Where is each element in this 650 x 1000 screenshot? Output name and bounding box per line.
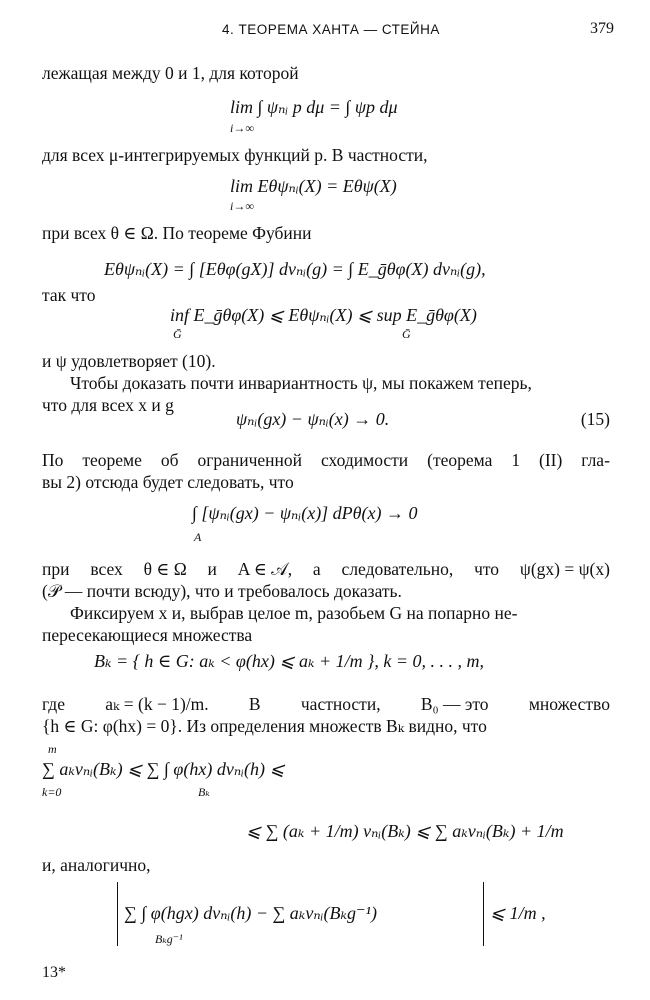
equation-8: ∑ aₖνₙᵢ(Bₖ) ⩽ ∑ ∫ φ(hx) dνₙᵢ(h) ⩽ [42, 759, 285, 779]
equation-10-integral-subscript: Bₖg⁻¹ [155, 932, 183, 946]
word: ψ(gx) = ψ(x) [519, 559, 610, 579]
word: множество [528, 694, 610, 714]
equation-4-subscript-left: Ḡ [173, 327, 182, 341]
word: теореме [82, 450, 142, 470]
word: а [312, 559, 321, 579]
text-line-8 [42, 449, 610, 471]
text-line-15: {h ∈ G: φ(hx) = 0}. Из определения множеств Bₖ видно, что [42, 716, 487, 736]
running-title: 4. ТЕОРЕМА ХАНТА — СТЕЙНА [222, 22, 440, 37]
equation-3: Eθψₙᵢ(X) = ∫ [Eθφ(gX)] dνₙᵢ(g) = ∫ E_ḡθφ(X) dνₙᵢ(g), [104, 259, 486, 279]
equation-4-subscript-right: Ḡ [402, 327, 411, 341]
text-line-12: Фиксируем x и, выбрав целое m, разобьем G на попарно не- [70, 603, 518, 623]
word: (II) [539, 450, 563, 470]
word: A ∈ 𝒜, [237, 559, 293, 579]
word: aₖ = (k − 1)/m. [105, 694, 209, 714]
word: что [474, 559, 500, 579]
equation-5-number: (15) [580, 409, 610, 429]
word: θ ∈ Ω [143, 559, 187, 579]
text-line-10 [42, 558, 610, 580]
equation-2-subscript: i→∞ [230, 199, 254, 213]
text-line-13: пересекающиеся множества [42, 625, 253, 645]
text-line-7: что для всех x и g [42, 395, 174, 415]
word: 1 [511, 450, 521, 470]
word: По [42, 450, 64, 470]
word: при [42, 559, 70, 579]
word: сходимости [320, 450, 409, 470]
equation-9: ⩽ ∑ (aₖ + 1/m) νₙᵢ(Bₖ) ⩽ ∑ aₖνₙᵢ(Bₖ) + 1/m [246, 821, 564, 841]
text-line-5: и ψ удовлетворяет (10). [42, 351, 216, 371]
text-line-1: лежащая между 0 и 1, для которой [42, 63, 299, 83]
text-line-4: так что [42, 285, 96, 305]
word: B₀ — это [420, 694, 489, 714]
equation-4: inf E_ḡθφ(X) ⩽ Eθψₙᵢ(X) ⩽ sup E_ḡθφ(X) [170, 305, 477, 325]
word: и [207, 559, 217, 579]
equation-7: Bₖ = { h ∈ G: aₖ < φ(hx) ⩽ aₖ + 1/m }, k = 0, . . . , m, [94, 651, 484, 671]
page-number: 379 [590, 20, 614, 37]
text-line-2: для всех μ-интегрируемых функций p. В частности, [42, 145, 428, 165]
text-line-16: и, аналогично, [42, 855, 151, 875]
word: В [248, 694, 261, 714]
equation-6: ∫ [ψₙᵢ(gx) − ψₙᵢ(x)] dPθ(x) → 0 [192, 503, 418, 523]
equation-1-subscript: i→∞ [230, 121, 254, 135]
signature-mark: 13* [42, 964, 66, 981]
equation-8-sum-top: m [48, 742, 57, 756]
word: (теорема [427, 450, 493, 470]
equation-10-rhs: ⩽ 1/m , [490, 903, 546, 923]
equation-5: ψₙᵢ(gx) − ψₙᵢ(x) → 0. [236, 409, 390, 429]
word: об [160, 450, 179, 470]
text-line-14 [42, 693, 610, 715]
equation-2: lim Eθψₙᵢ(X) = Eθψ(X) [230, 176, 397, 196]
text-line-6: Чтобы доказать почти инвариантность ψ, мы покажем теперь, [70, 373, 532, 393]
equation-8-sum-bottom: k=0 [42, 785, 62, 799]
word: гла- [581, 450, 610, 470]
word: всех [90, 559, 123, 579]
equation-1: lim ∫ ψₙᵢ p dμ = ∫ ψp dμ [230, 97, 398, 117]
word: следовательно, [341, 559, 454, 579]
text-line-3: при всех θ ∈ Ω. По теореме Фубини [42, 223, 312, 243]
equation-10: ∑ ∫ φ(hgx) dνₙᵢ(h) − ∑ aₖνₙᵢ(Bₖg⁻¹) [124, 903, 377, 923]
equation-8-integral-subscript: Bₖ [198, 785, 210, 799]
equation-6-subscript: A [194, 530, 202, 544]
absolute-value-bar-right [483, 882, 484, 946]
word: где [42, 694, 65, 714]
absolute-value-bar-left [117, 882, 118, 946]
text-line-11: (𝒫 — почти всюду), что и требовалось доказать. [42, 581, 402, 601]
word: ограниченной [197, 450, 303, 470]
text-line-9: вы 2) отсюда будет следовать, что [42, 472, 294, 492]
word: частности, [300, 694, 381, 714]
